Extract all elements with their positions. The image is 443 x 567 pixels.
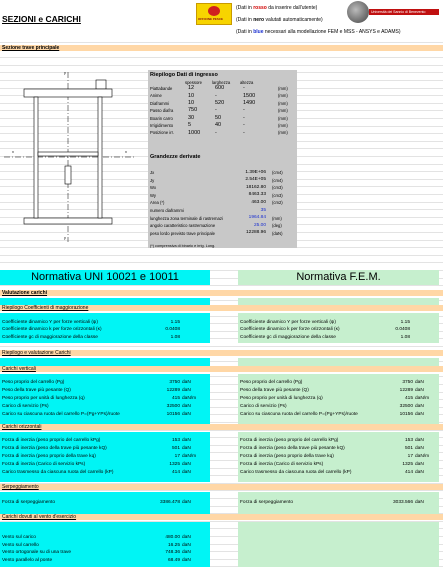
input-value-larghezza[interactable]: - [215,107,217,114]
horizontal_rows-value-fem: 153 [404,438,413,443]
input-summary-title: Riepilogo Dati di ingresso [150,72,218,78]
wind-label: Vento sul carrello [2,542,39,548]
vertical_rows-label-fem: Peso proprio per unità di lunghezza (q) [240,396,323,401]
input-value-spessore[interactable]: 10 [188,100,195,106]
skew-label-uni: Forza di serpeggiamento [2,500,56,505]
loads-title: Valutazione carichi [2,290,48,296]
vertical_rows-value-fem: 32500 [399,404,413,409]
legend-line-auto: (Dati in nero valutati automaticamente) [236,17,323,23]
input-row-label: Piattabande [150,86,173,91]
summary-title: Riepilogo e valutazione Carichi [2,350,71,356]
coef-label-fem: Coefficiente gc di maggiorazione della classe [240,334,336,340]
horizontal_rows-label-fem: Forza di inerzia (Carico di servizio kPs) [240,462,324,467]
axis-x-left-label: x [12,150,14,154]
horizontal_rows-label-fem: Carico trasmesso da ciascuna ruota del carrello (kP) [240,470,352,475]
vertical_rows-value-fem: 415 [404,396,413,401]
horizontal_rows-label-uni: Forza di inerzia (peso proprio del carrello kPg) [2,438,101,443]
fem-column-bg [238,358,439,366]
vertical_rows-unit-fem: daN/m [415,396,430,401]
fem-column-bg [238,522,439,567]
horizontal_rows-value-fem: 1325 [402,462,413,467]
input-unit: (mm) [278,115,288,121]
grid-row-line [0,346,443,347]
wind-label: Vento parallelo al ponte [2,557,53,563]
input-row-label: Irrigidimento [150,123,174,128]
input-value-larghezza[interactable]: 520 [215,100,225,106]
grid-row-line [0,65,443,66]
input-row-label: Passo diafra [150,108,174,114]
input-row-label: Boarin carro [150,115,173,121]
horizontal_rows-unit-uni: daN [182,470,191,475]
input-value-altezza[interactable]: - [243,107,245,114]
wind-label: Vento sul carico [2,535,36,540]
input-col-header: altezza [240,80,254,85]
horizontal_rows-label-uni: Forza di inerzia (peso della trave più pesante kQ) [2,446,107,451]
vertical_rows-label-fem: Peso della trave più pesante (Q) [240,388,309,393]
beam-section-title: Sezione trave principale [2,45,60,51]
derived-value: 35 [260,207,266,213]
derived-label: Jy [150,177,155,183]
coef-label-uni: Coefficiente gc di maggiorazione della classe [2,334,98,340]
derived-value: 1964.84 [248,215,266,221]
logo-text: OFFICINE PESCE [198,17,224,21]
input-value-larghezza[interactable]: - [215,129,217,136]
grid-row-line [0,42,443,43]
section-band [0,424,443,430]
input-value-larghezza[interactable]: - [215,92,217,99]
norm-fem-label: Normativa F.E.M. [296,271,381,283]
vertical_rows-unit-uni: daN [182,412,191,417]
grid-row-line [0,57,443,58]
norm-uni-label: Normativa UNI 10021 e 10011 [31,271,179,283]
derived-label: angolo caratteristico rastremazione [150,223,216,229]
derived-unit: (cm4) [272,177,283,183]
derived-unit: (daN) [272,230,283,236]
horizontal_rows-unit-uni: daN [182,462,191,467]
vertical_rows-label-uni: Carico su ciascuna ruota del carrello P=(Pg+YPs)/ruote [2,412,120,417]
derived-unit: (cm4) [272,170,283,175]
horizontal_rows-value-uni: 17 [174,454,180,459]
derived-label: lunghezza zona terminale di rastremazi [150,215,223,221]
coef-label-uni: Coefficiente dinamico Y per forze verticali (ψ) [2,320,98,325]
wind-unit: daN [182,550,191,556]
coef-value-uni: 1.08 [170,334,180,340]
derived-unit: (deg) [272,223,282,229]
horizontal_rows-value-fem: 17 [407,454,413,459]
horizontal_rows-label-uni: Forza di inerzia (Carico di servizio kPs) [2,462,86,467]
skew-unit-fem: daN [415,500,424,505]
vertical_rows-label-uni: Carico di servizio (Ps) [2,404,49,409]
university-seal-icon [347,1,369,23]
horizontal_rows-unit-fem: daN/m [415,454,430,459]
input-value-altezza[interactable]: - [243,114,245,121]
coef-label-fem: Coefficiente dinamico Y per forze verticali (ψ) [240,320,336,325]
horizontal_rows-unit-uni: daN/m [182,454,197,459]
vertical_rows-unit-uni: daN [182,380,191,385]
vertical_rows-value-uni: 10156 [166,412,180,417]
derived-value: 1.39E+06 [245,169,266,175]
input-unit: (mm) [278,108,288,114]
vertical_rows-unit-uni: daN/m [182,396,197,401]
derived-label: Wx [150,185,157,191]
grid-row-line [0,285,443,286]
vertical_rows-value-fem: 12289 [399,388,413,393]
grid-row-line [0,262,443,263]
fem-column-bg [238,298,439,305]
vertical-title: Carichi verticali [2,366,36,372]
legend-line-fem: (Dati in blue necessari alla modellazione FEM e MSS - ANSYS e ADAMS) [236,29,401,35]
wind-value: 480.00 [165,535,180,540]
coef-value-uni: 0.0408 [165,327,180,333]
axis-y-bottom-label: y [64,236,66,240]
derived-unit: (cm2) [272,200,283,206]
derived-value: 2.54E+05 [245,177,266,183]
vertical_rows-value-uni: 32500 [166,404,180,409]
vertical_rows-label-fem: Carico di servizio (Ps) [240,404,287,409]
input-unit: (mm) [278,100,288,106]
beam-footnote: (*) comprensiva di binario e irrig. Long. [150,244,216,248]
skew-unit-uni: daN [182,500,191,505]
coef-value-fem: 0.0408 [395,327,410,333]
horizontal_rows-unit-fem: daN [415,470,424,475]
wind-unit: daN [182,557,191,563]
vertical_rows-unit-uni: daN [182,388,191,393]
derived-label: Wy [150,192,157,198]
input-value-spessore[interactable]: 1000 [188,129,201,136]
horizontal_rows-label-fem: Forza di inerzia (peso della trave più pesante kQ) [240,446,345,451]
derived-title: Grandezze derivate [150,154,201,160]
input-value-altezza[interactable]: - [243,122,245,129]
horizontal_rows-unit-fem: daN [415,438,424,443]
skew-label-fem: Forza di serpeggiamento [240,500,294,505]
input-unit: (mm) [278,123,288,128]
derived-value: 463.00 [251,199,266,205]
coef-value-fem: 1.08 [400,334,410,340]
horizontal_rows-unit-fem: daN [415,446,424,451]
company-logo [196,3,232,25]
horizontal_rows-unit-fem: daN [415,462,424,467]
university-banner-text: Università del Sannio di Benevento [371,9,426,14]
section-band [0,290,443,296]
vertical_rows-label-fem: Carico su ciascuna ruota del carrello P=(Pg+YPs)/ruote [240,412,358,417]
beam-section-drawing [0,70,140,245]
legend-line-input: (Dati in rosso da inserire dall'utente) [236,5,318,11]
input-value-spessore[interactable]: 12 [188,85,195,92]
vertical_rows-label-uni: Peso della trave più pesante (Q) [2,388,71,393]
derived-label: Jx [150,170,155,175]
horizontal-title: Carichi orizzontali [2,424,42,430]
horizontal_rows-label-fem: Forza di inerzia (peso proprio della trave kq) [240,454,334,459]
vertical_rows-label-uni: Peso proprio per unità di lunghezza (q) [2,396,85,401]
input-row-label: Anime [150,93,162,99]
university-banner [369,9,439,15]
skew-value-fem: 3033.566 [392,500,413,505]
wind-title: Carichi dovuti al vento d'esercizio [2,514,77,520]
horizontal_rows-label-uni: Carico trasmesso da ciascuna ruota del carrello (kP) [2,470,114,475]
input-value-larghezza[interactable]: 40 [215,122,222,129]
input-value-spessore[interactable]: 5 [188,122,192,129]
horizontal_rows-unit-uni: daN [182,438,191,443]
coef-title: Riepilogo Coefficienti di maggiorazione [2,305,89,311]
horizontal_rows-value-uni: 1325 [169,462,180,467]
uni-column-bg [0,358,210,366]
derived-unit: (mm) [272,215,282,221]
axis-y-top-label: y [64,71,66,75]
vertical_rows-value-uni: 3750 [169,380,180,385]
input-value-larghezza[interactable]: 600 [215,85,225,92]
coef-value-fem: 1.15 [400,320,410,325]
vertical_rows-value-fem: 10156 [399,412,413,417]
derived-label: numero diaframmi [150,208,184,213]
section-band [0,366,443,372]
grid-row-line [0,255,443,256]
horizontal_rows-label-uni: Forza di inerzia (peso proprio della trave kq) [2,454,96,459]
input-value-larghezza[interactable]: 50 [215,114,222,121]
input-value-altezza[interactable]: 1490 [243,100,256,106]
horizontal_rows-value-fem: 501 [404,446,413,451]
vertical_rows-value-uni: 12289 [166,388,180,393]
derived-unit: (cm3) [272,192,283,198]
horizontal_rows-label-fem: Forza di inerzia (peso proprio del carrello kPg) [240,438,339,443]
vertical_rows-label-fem: Peso proprio del carrello (Pg) [240,380,303,385]
logo-emblem-icon [208,6,220,16]
derived-value: 18162.80 [245,184,266,190]
page-title: SEZIONI e CARICHI [2,14,81,24]
vertical_rows-unit-fem: daN [415,388,424,393]
input-unit: (mm) [278,130,288,136]
input-unit: (mm) [278,86,288,91]
coef-value-uni: 1.15 [170,320,180,325]
derived-label: peso lordo previsto trave principale [150,230,215,236]
vertical_rows-value-uni: 415 [171,396,180,401]
coef-label-uni: Coefficiente dinamico k per forze orizzontali (κ) [2,327,102,333]
axis-x-right-label: x [125,150,127,154]
coef-label-fem: Coefficiente dinamico k per forze orizzontali (κ) [240,327,340,333]
derived-unit: (cm3) [272,185,283,191]
horizontal_rows-value-uni: 414 [171,470,180,475]
skew-title: Serpeggiamento [2,484,39,490]
section-band-top [0,45,443,51]
horizontal_rows-value-uni: 153 [171,438,180,443]
input-value-spessore[interactable]: 30 [188,114,195,121]
input-col-header: spessore [185,80,202,85]
derived-value: 8463.33 [248,192,266,198]
uni-column-bg [0,298,210,305]
derived-value: 12288.96 [245,230,266,236]
vertical_rows-unit-fem: daN [415,380,424,385]
wind-value: 16.25 [167,542,180,548]
input-col-header: larghezza [212,80,231,85]
horizontal_rows-value-fem: 414 [404,470,413,475]
input-value-altezza[interactable]: - [243,85,245,92]
input-value-spessore[interactable]: 10 [188,92,195,99]
input-value-spessore[interactable]: 750 [188,107,198,114]
horizontal_rows-unit-uni: daN [182,446,191,451]
input-value-altezza[interactable]: - [243,129,245,136]
vertical_rows-unit-uni: daN [182,404,191,409]
section-band [0,484,443,490]
horizontal_rows-value-uni: 501 [171,446,180,451]
derived-value: 25.00 [253,222,266,228]
derived-label: Area (*) [150,200,165,206]
wind-label: Vento ortogonale su di una trave [2,550,72,556]
vertical_rows-label-uni: Peso proprio del carrello (Pg) [2,380,65,385]
vertical_rows-value-fem: 3750 [402,380,413,385]
wind-value: 748.36 [165,550,180,556]
wind-value: 68.49 [167,557,180,563]
wind-unit: daN [182,535,191,540]
vertical_rows-unit-fem: daN [415,412,424,417]
skew-value-uni: 3386.478 [159,500,180,505]
input-row-label: Diaframmi [150,100,170,106]
input-value-altezza[interactable]: 1500 [243,92,256,99]
input-unit: (mm) [278,93,288,99]
vertical_rows-unit-fem: daN [415,404,424,409]
wind-unit: daN [182,542,191,548]
input-row-label: Posizione irr. [150,130,174,136]
